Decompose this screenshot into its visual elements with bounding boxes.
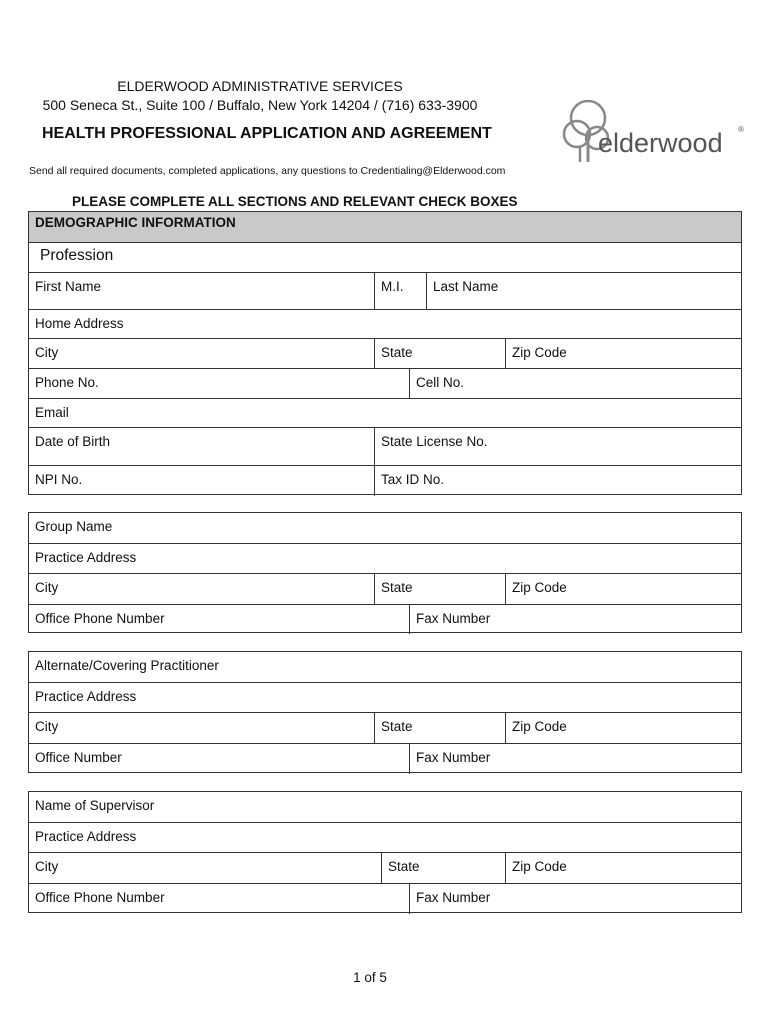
state-label[interactable]: State [381,580,413,595]
mi-label[interactable]: M.I. [381,279,404,294]
profession-label: Profession [40,247,114,264]
org-address: 500 Seneca St., Suite 100 / Buffalo, New York 14204 / (716) 633-3900 [42,97,478,113]
group-phone-row [29,604,741,634]
state-label[interactable]: State [381,719,413,734]
practice-address-label: Practice Address [35,829,137,844]
zip-label[interactable]: Zip Code [512,719,567,734]
cell-label[interactable]: Cell No. [416,375,465,390]
fax-label[interactable]: Fax Number [416,611,491,626]
zip-label[interactable]: Zip Code [512,345,567,360]
city-label[interactable]: City [35,859,59,874]
home-address-field[interactable] [29,309,741,338]
dob-label[interactable]: Date of Birth [35,434,111,449]
city-label[interactable]: City [35,719,59,734]
demographic-header [29,212,741,242]
first-name-label[interactable]: First Name [35,279,102,294]
practice-address-label: Practice Address [35,689,137,704]
office-phone-label[interactable]: Office Phone Number [35,611,165,626]
alternate-name-label: Alternate/Covering Practitioner [35,658,219,673]
license-label[interactable]: State License No. [381,434,488,449]
office-phone-label[interactable]: Office Phone Number [35,890,165,905]
page-number: 1 of 5 [353,970,387,985]
fax-label[interactable]: Fax Number [416,750,491,765]
state-label[interactable]: State [381,345,413,360]
alternate-name-field[interactable] [29,652,741,682]
phone-row [29,368,741,398]
home-address-label: Home Address [35,316,124,331]
last-name-label[interactable]: Last Name [433,279,499,294]
phone-label[interactable]: Phone No. [35,375,99,390]
supervisor-name-field[interactable] [29,792,741,822]
group-section [28,512,742,633]
city-label[interactable]: City [35,345,59,360]
group-name-field[interactable] [29,513,741,543]
demographic-title: DEMOGRAPHIC INFORMATION [35,215,236,230]
supervisor-phone-row [29,883,741,914]
elderwood-logo [560,96,750,166]
alternate-city-row [29,712,741,743]
supervisor-practice-address-field[interactable] [29,822,741,852]
dob-license-row [29,427,741,465]
group-city-row [29,573,741,604]
email-field[interactable] [29,398,741,427]
npi-tax-row [29,465,741,496]
npi-label[interactable]: NPI No. [35,472,83,487]
supervisor-section [28,791,742,913]
org-name: ELDERWOOD ADMINISTRATIVE SERVICES [117,78,403,94]
state-label[interactable]: State [388,859,420,874]
city-label[interactable]: City [35,580,59,595]
email-label: Email [35,405,69,420]
supervisor-city-row [29,852,741,883]
profession-field[interactable] [29,242,741,272]
alternate-practice-address-field[interactable] [29,682,741,712]
demographic-section [28,211,742,495]
tax-id-label[interactable]: Tax ID No. [381,472,445,487]
logo-wordmark: elderwood [598,128,723,158]
alternate-phone-row [29,743,741,774]
tree-logo-icon [560,96,750,166]
supervisor-name-label: Name of Supervisor [35,798,155,813]
registered-mark: ® [738,125,744,134]
fax-label[interactable]: Fax Number [416,890,491,905]
group-name-label: Group Name [35,519,113,534]
form-title: HEALTH PROFESSIONAL APPLICATION AND AGREEMENT [42,125,492,142]
alternate-section [28,651,742,773]
name-row [29,272,741,309]
group-practice-address-field[interactable] [29,543,741,573]
practice-address-label: Practice Address [35,550,137,565]
office-number-label[interactable]: Office Number [35,750,122,765]
send-note: Send all required documents, completed applications, any questions to Credentialing@Elderwood.com [29,165,506,177]
zip-label[interactable]: Zip Code [512,859,567,874]
instructions: PLEASE COMPLETE ALL SECTIONS AND RELEVANT CHECK BOXES [72,194,518,209]
city-state-zip-row [29,338,741,368]
zip-label[interactable]: Zip Code [512,580,567,595]
